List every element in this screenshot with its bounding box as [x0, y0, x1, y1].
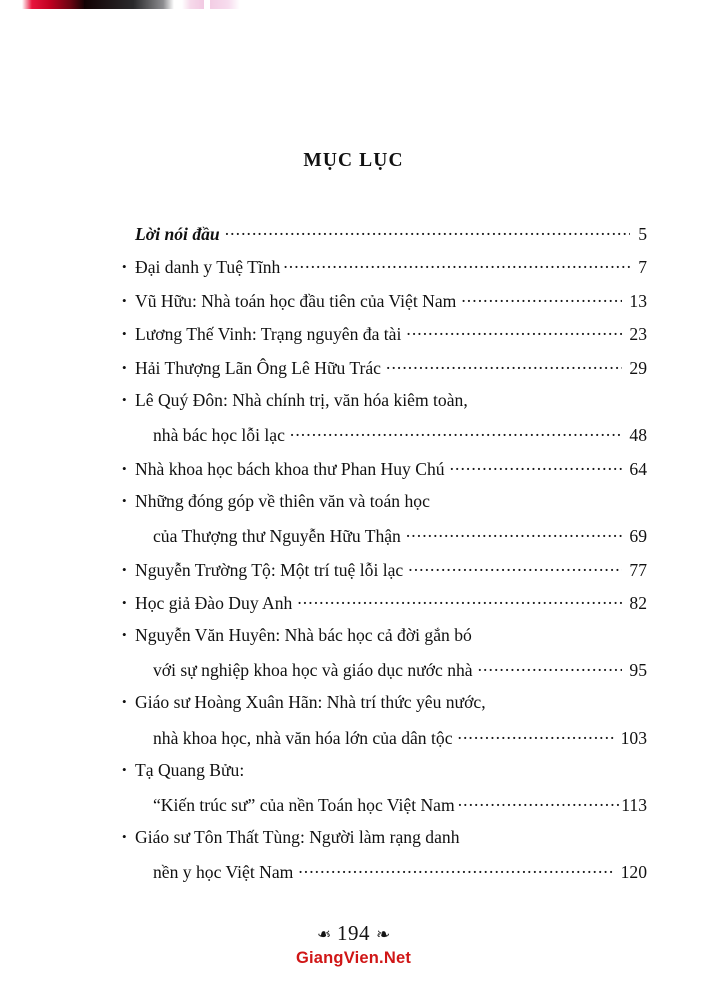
toc-entry[interactable] [122, 457, 647, 491]
toc-entry-label: nền y học Việt Nam [153, 861, 294, 882]
ornament-left-icon: ❧ [314, 925, 331, 945]
toc-entry[interactable] [122, 793, 647, 827]
toc-entry-page-number: 64 [629, 458, 647, 479]
toc-entry[interactable] [122, 222, 647, 256]
dot-leader [459, 289, 622, 307]
toc-entry-label: nhà bác học lỗi lạc [153, 425, 285, 446]
scan-artifact-strip [0, 0, 707, 9]
dot-leader [448, 457, 623, 475]
bullet-icon: • [122, 761, 127, 777]
toc-entry[interactable] [122, 860, 647, 894]
toc-entry[interactable] [122, 827, 647, 861]
dot-leader [295, 592, 622, 610]
bullet-icon: • [122, 359, 127, 375]
bullet-icon: • [122, 326, 127, 342]
strip-segment-black [84, 0, 174, 9]
bullet-icon: • [122, 292, 127, 308]
toc-entry-page-number: 13 [629, 290, 647, 311]
toc-entry-label: Hải Thượng Lãn Ông Lê Hữu Trác [135, 357, 381, 378]
folio [0, 921, 707, 946]
toc-entry[interactable] [122, 659, 647, 693]
ornament-right-icon: ❧ [376, 925, 393, 945]
toc-entry-label: Lời nói đầu [135, 223, 220, 244]
toc-entry-page-number: 69 [629, 525, 647, 546]
dot-leader [384, 356, 622, 374]
strip-segment-pink-b [210, 0, 240, 9]
toc-entry-page-number: 103 [620, 727, 647, 748]
toc-entry-label: Vũ Hữu: Nhà toán học đầu tiên của Việt Nam [135, 290, 457, 311]
toc-entry-label: Đại danh y Tuệ Tĩnh [135, 257, 281, 278]
bullet-icon: • [122, 391, 127, 407]
toc-entry[interactable] [122, 289, 647, 323]
toc-entry[interactable] [122, 726, 647, 760]
page-title: MỤC LỤC [303, 150, 404, 171]
strip-segment-red [22, 0, 84, 9]
toc-entry-page-number: 77 [629, 559, 647, 580]
toc-entry[interactable] [122, 558, 647, 592]
dot-leader [225, 222, 630, 240]
toc-entry-page-number: 113 [621, 794, 647, 815]
bullet-icon: • [122, 259, 127, 275]
dot-leader [283, 256, 630, 274]
dot-leader [476, 659, 623, 677]
toc-entry-label: Giáo sư Tôn Thất Tùng: Người làm rạng danh [135, 826, 460, 847]
bullet-icon: • [122, 595, 127, 611]
bullet-icon: • [122, 627, 127, 643]
bullet-icon: • [122, 828, 127, 844]
watermark: GiangVien.Net [295, 949, 412, 967]
toc-entry[interactable] [122, 491, 647, 525]
toc-entry-page-number: 23 [629, 324, 647, 345]
toc-entry[interactable] [122, 524, 647, 558]
toc-entry-page-number: 120 [620, 861, 647, 882]
table-of-contents [122, 222, 647, 894]
bullet-icon: • [122, 694, 127, 710]
dot-leader [288, 424, 623, 442]
toc-entry-label: Tạ Quang Bửu: [135, 759, 245, 780]
toc-entry[interactable] [122, 760, 647, 794]
toc-entry[interactable] [122, 356, 647, 390]
toc-entry-label: Những đóng góp về thiên văn và toán học [135, 490, 430, 511]
toc-entry-label: Nhà khoa học bách khoa thư Phan Huy Chú [135, 458, 445, 479]
toc-entry-label: “Kiến trúc sư” của nền Toán học Việt Nam [153, 794, 455, 815]
toc-entry-label: Giáo sư Hoàng Xuân Hãn: Nhà trí thức yêu nước, [135, 692, 486, 713]
toc-entry[interactable] [122, 424, 647, 458]
toc-entry-label: nhà khoa học, nhà văn hóa lớn của dân tộc [153, 727, 453, 748]
toc-entry-page-number: 29 [629, 357, 647, 378]
toc-entry-label: Nguyễn Trường Tộ: Một trí tuệ lỗi lạc [135, 559, 404, 580]
toc-entry[interactable] [122, 692, 647, 726]
bullet-icon: • [122, 460, 127, 476]
dot-leader [404, 524, 623, 542]
dot-leader [458, 793, 622, 811]
toc-entry-page-number: 82 [629, 593, 647, 614]
dot-leader [296, 860, 613, 878]
toc-entry[interactable] [122, 390, 647, 424]
bullet-icon: • [122, 492, 127, 508]
toc-entry-label: Học giả Đào Duy Anh [135, 593, 293, 614]
dot-leader [406, 558, 622, 576]
strip-segment-pink-a [182, 0, 204, 9]
toc-entry-page-number: 48 [629, 425, 647, 446]
dot-leader [456, 726, 614, 744]
toc-entry-label: với sự nghiệp khoa học và giáo dục nước nhà [153, 660, 473, 681]
bullet-icon: • [122, 561, 127, 577]
toc-entry-page-number: 95 [629, 660, 647, 681]
toc-entry-label: Nguyễn Văn Huyên: Nhà bác học cả đời gắn bó [135, 625, 472, 646]
page-number: 194 [337, 921, 370, 945]
page-footer [0, 921, 707, 968]
toc-entry[interactable] [122, 592, 647, 626]
toc-entry-page-number: 5 [638, 223, 647, 244]
toc-entry[interactable] [122, 625, 647, 659]
toc-entry-page-number: 7 [638, 257, 647, 278]
toc-entry-label: của Thượng thư Nguyễn Hữu Thận [153, 525, 401, 546]
toc-entry-label: Lương Thế Vinh: Trạng nguyên đa tài [135, 324, 402, 345]
toc-entry[interactable] [122, 256, 647, 290]
toc-entry-label: Lê Quý Đôn: Nhà chính trị, văn hóa kiêm toàn, [135, 389, 468, 410]
dot-leader [404, 323, 622, 341]
toc-entry[interactable] [122, 323, 647, 357]
